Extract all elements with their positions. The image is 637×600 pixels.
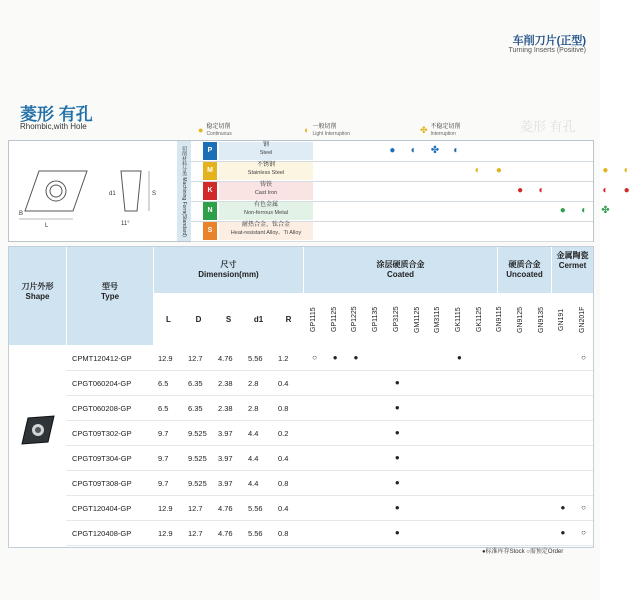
table-row: [66, 372, 593, 396]
material-cell: [403, 161, 424, 181]
material-name: [219, 162, 313, 180]
material-cell: [510, 221, 531, 241]
material-cell: [510, 141, 531, 161]
material-name-en: Steel: [259, 150, 273, 156]
material-cell: [339, 141, 360, 161]
grade-col-header: GP1125: [325, 294, 345, 345]
material-cell: [425, 221, 446, 241]
insert-type: CPGT060204-GP: [72, 379, 132, 388]
material-cell: [467, 181, 488, 201]
header-dimension: 尺寸 Dimension(mm): [154, 247, 303, 293]
material-cell: ◐: [453, 145, 460, 156]
material-cell: [488, 201, 509, 221]
header-uncoated: 硬质合金 Uncoated: [498, 247, 551, 293]
legend-item: [198, 124, 232, 138]
material-cell: [574, 181, 595, 201]
material-cell: [361, 161, 382, 181]
material-cell: ●: [517, 185, 524, 196]
insert-type: CPGT09T302-GP: [72, 429, 132, 438]
material-cell: [574, 221, 595, 241]
insert-type: CPGT120408-GP: [72, 529, 132, 538]
material-cell: [382, 161, 403, 181]
material-cell: [531, 221, 552, 241]
legend-label-en: Light Interruption: [312, 131, 350, 137]
table-row: [66, 447, 593, 471]
material-cell: [446, 161, 467, 181]
material-cell: [318, 161, 339, 181]
material-cell: ●: [389, 145, 396, 156]
material-cell: [552, 221, 573, 241]
stock-mark: ●: [456, 353, 462, 362]
legend-label-cn: 不稳定切削: [430, 124, 461, 130]
stock-mark: ○: [581, 353, 587, 362]
dimension-value: 6.35: [188, 379, 203, 388]
stock-mark: ●: [394, 528, 400, 537]
dimension-col-header: d1: [244, 294, 273, 345]
dimension-value: 12.7: [188, 504, 203, 513]
material-cell: [382, 181, 403, 201]
insert-type: CPGT09T304-GP: [72, 454, 132, 463]
material-row: [191, 181, 630, 202]
grade-col-header: GN9125: [511, 294, 531, 345]
header-coated: 涂层硬质合金 Coated: [304, 247, 497, 293]
dimension-value: 0.4: [278, 504, 289, 513]
header-title-cn: 车削刀片(正型): [512, 35, 586, 47]
material-cell: [361, 141, 382, 161]
drawing-label: d1: [109, 191, 116, 197]
dimension-value: 4.4: [248, 479, 259, 488]
material-cell: [510, 161, 531, 181]
grade-col-header: GN191: [552, 294, 572, 345]
dimension-value: 4.76: [218, 354, 233, 363]
material-name-cn: 耐热合金、钛合金: [241, 222, 290, 228]
dimension-value: 4.4: [248, 454, 259, 463]
material-row: [191, 161, 630, 182]
material-cell: ◐: [410, 145, 417, 156]
material-cell: ◐: [538, 185, 545, 196]
material-name-en: Stainless Steel: [247, 170, 285, 176]
dimension-value: 5.56: [248, 504, 263, 513]
material-cell: ✤: [430, 145, 440, 156]
table-row: [66, 397, 593, 421]
material-cell: [488, 181, 509, 201]
insert-type: CPGT09T308-GP: [72, 479, 132, 488]
material-code: K: [203, 182, 217, 200]
legend-label-cn: 一般切削: [312, 124, 337, 130]
stock-mark: ○: [312, 353, 317, 362]
table-row: [66, 347, 593, 371]
material-code: S: [203, 222, 217, 240]
dimension-value: 0.2: [278, 429, 289, 438]
shape-cell: [9, 346, 66, 547]
material-cell: [552, 181, 573, 201]
section-title-en: Rhombic,with Hole: [20, 122, 87, 131]
dimension-value: 3.97: [218, 479, 233, 488]
legend-symbol: ◐: [304, 124, 310, 135]
material-cell: [616, 141, 637, 161]
material-cell: [488, 221, 509, 241]
material-cell: [425, 201, 446, 221]
material-cell: [318, 201, 339, 221]
grade-col-header: GM1125: [408, 294, 428, 345]
dimension-value: 12.7: [188, 354, 203, 363]
material-cell: [403, 201, 424, 221]
material-cell: [318, 141, 339, 161]
material-cell: [595, 141, 616, 161]
material-cell: [616, 201, 637, 221]
dimension-value: 9.7: [158, 429, 169, 438]
material-cell: ●: [623, 185, 630, 196]
dimension-value: 0.8: [278, 404, 289, 413]
dimension-col-header: D: [184, 294, 213, 345]
dimension-value: 4.76: [218, 529, 233, 538]
legend-item: [304, 124, 350, 138]
grade-col-header: GK1115: [449, 294, 469, 345]
stock-mark: ●: [353, 353, 359, 362]
material-cell: [382, 221, 403, 241]
material-cell: [318, 221, 339, 241]
material-name: [219, 202, 313, 220]
drawing-label: L: [45, 223, 49, 229]
grade-col-header: GK1125: [470, 294, 490, 345]
material-cell: ◐: [602, 185, 609, 196]
dimension-value: 4.76: [218, 504, 233, 513]
stock-mark: ○: [581, 528, 587, 537]
stock-mark: ●: [394, 378, 400, 387]
stock-mark: ●: [560, 503, 566, 512]
legend-item: [420, 124, 461, 138]
material-name-cn: 铸铁: [259, 182, 272, 188]
dimension-value: 2.38: [218, 404, 233, 413]
legend-label-cn: 稳定切削: [206, 124, 231, 130]
material-cell: ●: [495, 165, 502, 176]
dimension-value: 0.8: [278, 529, 289, 538]
dimension-value: 0.4: [278, 379, 289, 388]
grade-col-header: GP1225: [345, 294, 365, 345]
material-cell: ✤: [601, 205, 610, 216]
material-cell: [552, 161, 573, 181]
material-cell: [574, 161, 595, 181]
material-cell: [467, 141, 488, 161]
dimension-value: 2.8: [248, 379, 259, 388]
material-code: M: [203, 162, 217, 180]
footer-note: ●标准库存Stock ○需预定Order: [482, 549, 564, 555]
material-cell: [318, 181, 339, 201]
material-name-cn: 钢: [262, 142, 269, 148]
material-row: [191, 141, 593, 162]
grade-col-header: GP3125: [387, 294, 407, 345]
dimension-value: 9.525: [188, 454, 207, 463]
ghost-title: 菱形 有孔: [520, 119, 576, 134]
material-code: N: [203, 202, 217, 220]
table-row: [66, 422, 593, 446]
header-shape: 刀片外形 Shape: [9, 247, 66, 345]
material-cell: [361, 181, 382, 201]
material-cell: [446, 221, 467, 241]
material-name-en: Non-ferrous Metal: [243, 210, 289, 216]
dimension-value: 12.9: [158, 354, 173, 363]
insert-drawing: [9, 141, 177, 241]
material-cell: ◐: [581, 205, 588, 216]
dimension-value: 6.5: [158, 404, 169, 413]
drawing-label: S: [152, 191, 157, 197]
material-cell: ●: [602, 165, 609, 176]
grade-col-header: GP1135: [366, 294, 386, 345]
legend-label-en: Interruption: [430, 131, 456, 137]
grade-col-header: GN9115: [490, 294, 510, 345]
material-cell: [425, 181, 446, 201]
dimension-value: 9.7: [158, 479, 169, 488]
material-code: P: [203, 142, 217, 160]
material-cell: [467, 221, 488, 241]
dimension-col-header: S: [214, 294, 243, 345]
dimension-value: 1.2: [278, 354, 289, 363]
dimension-value: 4.4: [248, 429, 259, 438]
stock-mark: ●: [560, 528, 566, 537]
grade-col-header: GM3115: [428, 294, 448, 345]
header-title-en: Turning Inserts (Positive): [508, 47, 586, 54]
material-name-en: Cast Iron: [254, 190, 278, 196]
material-cell: [595, 221, 616, 241]
grade-col-header: GN201F: [573, 294, 593, 345]
dimension-value: 3.97: [218, 454, 233, 463]
material-cell: ◐: [474, 165, 481, 176]
dimension-value: 0.4: [278, 454, 289, 463]
material-cell: [403, 221, 424, 241]
stock-mark: ●: [394, 503, 400, 512]
stock-mark: ○: [581, 503, 587, 512]
material-cell: [425, 161, 446, 181]
dimension-value: 9.525: [188, 479, 207, 488]
material-cell: [361, 221, 382, 241]
dimension-value: 2.38: [218, 379, 233, 388]
legend-symbol: ●: [198, 124, 204, 135]
material-name-cn: 不锈钢: [256, 162, 275, 168]
material-name-en: Heat-resistant Alloy、Ti Alloy: [230, 230, 302, 236]
material-cell: [339, 161, 360, 181]
dimension-value: 2.8: [248, 404, 259, 413]
dimension-value: 12.9: [158, 504, 173, 513]
stock-mark: ●: [394, 478, 400, 487]
dimension-value: 0.8: [278, 479, 289, 488]
table-row: [66, 522, 593, 546]
insert-type: CPGT120404-GP: [72, 504, 132, 513]
header-type: 型号 Type: [67, 247, 153, 345]
insert-photo: [18, 410, 58, 450]
product-table: [8, 246, 594, 548]
legend-symbol: ✤: [420, 124, 428, 135]
material-cell: [467, 201, 488, 221]
material-cell: [531, 141, 552, 161]
dimension-value: 6.5: [158, 379, 169, 388]
material-cell: [510, 201, 531, 221]
material-cell: [339, 181, 360, 201]
material-cell: [361, 201, 382, 221]
material-cell: ◐: [623, 165, 630, 176]
dimension-value: 3.97: [218, 429, 233, 438]
grade-col-header: GN9135: [532, 294, 552, 345]
material-cell: [531, 161, 552, 181]
material-name-cn: 有色金属: [253, 202, 278, 208]
material-name: [219, 182, 313, 200]
material-cell: [403, 181, 424, 201]
stock-mark: ●: [332, 353, 338, 362]
table-row: [66, 472, 593, 496]
legend-label-en: Continuous: [206, 131, 232, 137]
material-cell: [446, 201, 467, 221]
material-cell: ●: [559, 205, 566, 216]
stock-mark: ●: [394, 453, 400, 462]
material-cell: [339, 221, 360, 241]
drawing-label: B: [19, 211, 24, 217]
insert-type: CPMT120412-GP: [72, 354, 132, 363]
dimension-value: 12.7: [188, 529, 203, 538]
dimension-value: 5.56: [248, 354, 263, 363]
material-cell: [339, 201, 360, 221]
insert-type: CPGT060208-GP: [72, 404, 132, 413]
material-box: [8, 140, 630, 242]
drawing-label: 11°: [121, 221, 130, 227]
stock-mark: ●: [394, 403, 400, 412]
dimension-value: 9.525: [188, 429, 207, 438]
material-cell: [552, 141, 573, 161]
section-title-cn: 菱形 有孔: [20, 105, 93, 124]
dimension-value: 6.35: [188, 404, 203, 413]
dimension-value: 12.9: [158, 529, 173, 538]
material-cell: [531, 201, 552, 221]
material-name: [219, 142, 313, 160]
dimension-value: 9.7: [158, 454, 169, 463]
material-name: [219, 222, 313, 240]
machining-form-label: 切削材料分类 Machining Form(Standard): [177, 141, 191, 241]
material-row: [191, 201, 610, 222]
table-row: [66, 497, 593, 521]
material-cell: [488, 141, 509, 161]
material-cell: [574, 141, 595, 161]
dimension-col-header: R: [274, 294, 303, 345]
header-cermet: 金属陶瓷 Cermet: [552, 247, 593, 293]
dimension-col-header: L: [154, 294, 183, 345]
grade-col-header: GP1115: [304, 294, 324, 345]
material-cell: [446, 181, 467, 201]
stock-mark: ●: [394, 428, 400, 437]
dimension-value: 5.56: [248, 529, 263, 538]
material-cell: [616, 221, 637, 241]
material-row: [191, 221, 593, 242]
material-cell: [382, 201, 403, 221]
